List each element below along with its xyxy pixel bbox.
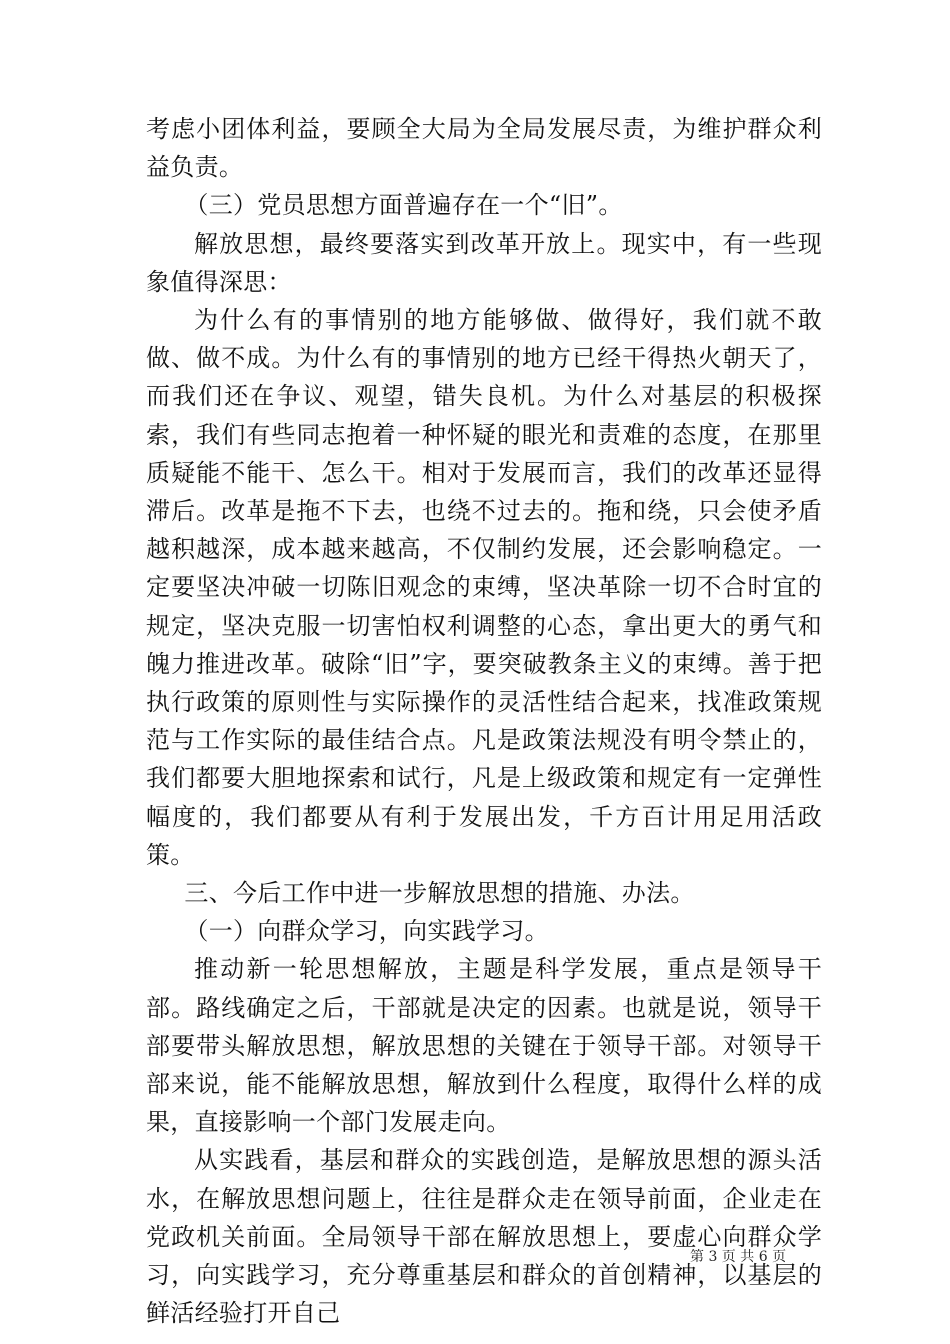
document-body xyxy=(146,110,822,1333)
chapter-heading-3: 三、今后工作中进一步解放思想的措施、办法。 xyxy=(184,879,695,908)
page-number: 第 3 页 共 6 页 xyxy=(690,1249,787,1265)
paragraph-reform: 为什么有的事情别的地方能够做、做得好，我们就不敢做、做不成。为什么有的事情别的地方已经干得热火朝天了，而我们还在争议、观望，错失良机。为什么对基层的积极探索，我们有些同志抱着一种怀疑的眼光和责难的态度，在那里质疑能不能干、怎么干。相对于发展而言，我们的改革还显得滞后。改革是拖不下去，也绕不过去的。拖和绕，只会使矛盾越积越深，成本越来越高，不仅制约发展，还会影响稳定。一定要坚决冲破一切陈旧观念的束缚，坚决革除一切不合时宜的规定，坚决克服一切害怕权利调整的心态，拿出更大的勇气和魄力推进改革。破除“旧”字，要突破教条主义的束缚。善于把执行政策的原则性与实际操作的灵活性结合起来，找准政策规范与工作实际的最佳结合点。凡是政策法规没有明令禁止的，我们都要大胆地探索和试行，凡是上级政策和规定有一定弹性幅度的，我们都要从有利于发展出发，千方百计用足用活政策。 xyxy=(146,306,822,869)
paragraph-leadership: 推动新一轮思想解放，主题是科学发展，重点是领导干部。路线确定之后，干部就是决定的因素。也就是说，领导干部要带头解放思想，解放思想的关键在于领导干部。对领导干部来说，能不能解放思想，解放到什么程度，取得什么样的成果，直接影响一个部门发展走向。 xyxy=(146,955,822,1137)
paragraph-continuation: 考虑小团体利益，要顾全大局为全局发展尽责，为维护群众利益负责。 xyxy=(146,115,822,182)
paragraph-intro: 解放思想，最终要落实到改革开放上。现实中，有一些现象值得深思： xyxy=(146,229,822,296)
paragraph-practice: 从实践看，基层和群众的实践创造，是解放思想的源头活水，在解放思想问题上，往往是群众走在领导前面，企业走在党政机关前面。全局领导干部在解放思想上，要虚心向群众学习，向实践学习，充分尊重基层和群众的首创精神，以基层的鲜活经验打开自己 xyxy=(146,1146,822,1328)
section-heading-3: （三）党员思想方面普遍存在一个“旧”。 xyxy=(184,191,623,220)
section-heading-1: （一）向群众学习，向实践学习。 xyxy=(184,917,549,946)
